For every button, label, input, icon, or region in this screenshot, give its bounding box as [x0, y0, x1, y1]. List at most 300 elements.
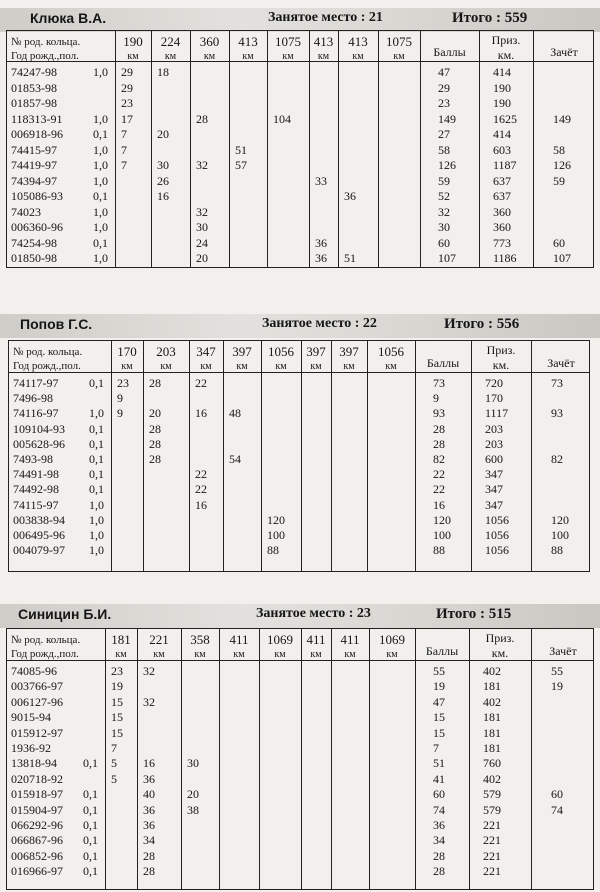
- prize-km-value: 221: [483, 864, 501, 879]
- prize-header: [471, 343, 531, 373]
- table-row: [7, 158, 593, 173]
- distance-value: 411: [306, 632, 326, 647]
- ring-number: 74492-98: [13, 482, 59, 497]
- table-row: [7, 849, 593, 864]
- sex-code: 0,1: [89, 376, 104, 390]
- place-label: Занятое место : 21: [268, 10, 383, 25]
- points-value: 22: [433, 482, 445, 497]
- table-row: [7, 787, 593, 802]
- credit-header: Зачёт: [547, 356, 575, 370]
- ring-number: 74415-97: [11, 142, 57, 157]
- prize-header-line2: км.: [492, 358, 510, 372]
- distance-score: 16: [157, 189, 169, 203]
- distance-value: 224: [160, 34, 181, 49]
- ring-number: 1936-92: [11, 741, 51, 755]
- ring-number: 7493-98: [13, 452, 53, 466]
- credit-value: 149: [553, 111, 571, 126]
- ring-number: 9015-94: [11, 710, 51, 725]
- table-row: [7, 143, 593, 158]
- table-row: [7, 833, 593, 848]
- distance-score: 19: [111, 679, 123, 694]
- credit-value: 74: [551, 802, 563, 817]
- points-value: 100: [433, 528, 451, 542]
- points-value: 32: [438, 204, 450, 219]
- prize-km-value: 600: [485, 452, 503, 466]
- distance-unit: км: [274, 649, 286, 660]
- distance-value: 190: [123, 34, 143, 49]
- points-value: 28: [433, 848, 445, 863]
- distance-score: 20: [157, 127, 169, 141]
- sex-code: 1,0: [93, 204, 108, 219]
- distance-score: 104: [273, 111, 291, 126]
- total-label: Итого : 559: [452, 10, 528, 26]
- prize-km-value: 720: [485, 376, 503, 390]
- distance-score: 23: [117, 376, 129, 390]
- ring-number: 74247-98: [11, 65, 57, 79]
- table-row: [9, 467, 589, 482]
- distance-header: [223, 344, 261, 374]
- distance-score: 15: [111, 694, 123, 709]
- distance-score: 9: [117, 406, 123, 421]
- table-row: [7, 679, 593, 694]
- ring-number: 066292-96: [11, 818, 63, 832]
- distance-header: [229, 34, 267, 64]
- distance-value: 221: [149, 632, 169, 647]
- sex-code: 0,1: [83, 864, 98, 879]
- prize-km-value: 1625: [493, 111, 517, 126]
- distance-value: 347: [196, 344, 216, 359]
- ring-number: 020718-92: [11, 771, 63, 786]
- distance-header: [338, 34, 378, 64]
- distance-score: 20: [187, 787, 199, 802]
- points-value: 36: [433, 818, 445, 832]
- credit-value: 93: [551, 406, 563, 421]
- sex-code: 1,0: [89, 406, 104, 421]
- distance-header: [261, 344, 301, 374]
- prize-km-value: 181: [483, 725, 501, 740]
- distance-score: 28: [196, 111, 208, 126]
- distance-header: [301, 632, 331, 662]
- points-value: 149: [438, 111, 456, 126]
- year-header-label: Год рожд.,пол.: [13, 360, 81, 372]
- distance-score: 9: [117, 391, 123, 406]
- points-value: 27: [438, 127, 450, 141]
- prize-km-value: 221: [483, 818, 501, 832]
- distance-score: 57: [235, 158, 247, 172]
- ring-number: 13818-94: [11, 756, 57, 771]
- distance-score: 29: [121, 80, 133, 95]
- credit-value: 88: [551, 543, 563, 558]
- prize-km-value: 760: [483, 756, 501, 771]
- distance-header: [331, 632, 369, 662]
- distance-score: 29: [121, 65, 133, 79]
- points-value: 29: [438, 80, 450, 95]
- ring-number: 006852-96: [11, 848, 63, 863]
- distance-header: [267, 34, 309, 64]
- credit-header: Зачёт: [549, 644, 577, 658]
- ring-number: 066867-96: [11, 833, 63, 848]
- distance-header: [137, 632, 181, 662]
- ring-header-label: № род. кольца.: [11, 634, 81, 646]
- table-row: [7, 818, 593, 833]
- distance-unit: км: [160, 361, 172, 372]
- distance-value: 413: [348, 34, 368, 49]
- prize-km-value: 1186: [493, 251, 517, 265]
- distance-value: 397: [306, 344, 326, 359]
- credit-value: 73: [551, 376, 563, 390]
- sex-code: 0,1: [83, 787, 98, 802]
- table-row: [9, 482, 589, 497]
- distance-value: 1075: [275, 34, 301, 49]
- distance-score: 22: [195, 482, 207, 497]
- credit-value: 60: [551, 787, 563, 802]
- sex-code: 0,1: [83, 848, 98, 863]
- prize-km-value: 347: [485, 497, 503, 512]
- distance-score: 120: [267, 512, 285, 527]
- prize-km-value: 414: [493, 65, 511, 79]
- distance-unit: км: [310, 361, 322, 372]
- distance-score: 28: [149, 421, 161, 436]
- prize-km-value: 181: [483, 679, 501, 694]
- table-row: [9, 437, 589, 452]
- sex-code: 1,0: [89, 512, 104, 527]
- distance-unit: км: [194, 649, 206, 660]
- ring-header: [13, 345, 82, 373]
- points-value: 51: [433, 756, 445, 771]
- distance-score: 16: [195, 497, 207, 512]
- distance-score: 40: [143, 787, 155, 802]
- table-row: [7, 695, 593, 710]
- distance-score: 22: [195, 376, 207, 390]
- prize-km-value: 347: [485, 467, 503, 482]
- points-value: 93: [433, 406, 445, 421]
- sex-code: 1,0: [93, 220, 108, 234]
- ring-number: 74085-96: [11, 664, 57, 678]
- ring-number: 74116-97: [13, 406, 59, 421]
- credit-value: 60: [553, 235, 565, 250]
- sex-code: 1,0: [89, 543, 104, 558]
- distance-header: [309, 34, 338, 64]
- distance-score: 30: [157, 158, 169, 172]
- ring-number: 74254-98: [11, 235, 57, 250]
- ring-number: 109104-93: [13, 421, 65, 436]
- distance-header: [331, 344, 367, 374]
- ring-number: 006918-96: [11, 127, 63, 141]
- sex-code: 0,1: [89, 452, 104, 466]
- prize-km-value: 1117: [485, 406, 509, 421]
- distance-score: 17: [121, 111, 133, 126]
- results-table: [6, 30, 594, 268]
- distance-header: [151, 34, 190, 64]
- prize-km-value: 579: [483, 787, 501, 802]
- distance-header: [369, 632, 415, 662]
- credit-value: 107: [553, 251, 571, 265]
- table-row: [7, 710, 593, 725]
- sex-code: 0,1: [89, 482, 104, 497]
- points-value: 58: [438, 142, 450, 157]
- points-value: 82: [433, 452, 445, 466]
- ring-number: 118313-91: [11, 111, 63, 126]
- ring-number: 003838-94: [13, 512, 65, 527]
- prize-km-value: 181: [483, 741, 501, 755]
- prize-km-value: 1056: [485, 543, 509, 558]
- points-header: Баллы: [425, 644, 459, 658]
- distance-unit: км: [344, 649, 356, 660]
- sex-code: 0,1: [89, 436, 104, 451]
- distance-score: 36: [143, 802, 155, 817]
- distance-score: 16: [195, 406, 207, 421]
- prize-km-value: 579: [483, 802, 501, 817]
- owner-name: Клюка В.А.: [30, 10, 107, 26]
- ring-number: 74394-97: [11, 173, 57, 188]
- distance-score: 36: [344, 189, 356, 203]
- prize-km-value: 190: [493, 96, 511, 110]
- points-value: 59: [438, 173, 450, 188]
- distance-value: 397: [232, 344, 252, 359]
- distance-value: 411: [229, 632, 249, 647]
- table-row: [7, 251, 593, 266]
- table-row: [7, 81, 593, 96]
- points-value: 73: [433, 376, 445, 390]
- points-value: 23: [438, 96, 450, 110]
- distance-score: 24: [196, 235, 208, 250]
- distance-unit: км: [352, 51, 364, 62]
- points-value: 55: [433, 664, 445, 678]
- points-value: 41: [433, 771, 445, 786]
- ring-number: 01853-98: [11, 80, 57, 95]
- ring-header: [11, 35, 80, 63]
- table-row: [9, 452, 589, 467]
- sex-code: 0,1: [93, 189, 108, 203]
- table-row: [7, 756, 593, 771]
- prize-header: [469, 631, 531, 661]
- distance-unit: км: [282, 51, 294, 62]
- points-value: 74: [433, 802, 445, 817]
- distance-score: 26: [157, 173, 169, 188]
- points-value: 28: [433, 864, 445, 879]
- ring-header-label: № род. кольца.: [13, 346, 83, 358]
- table-row: [9, 391, 589, 406]
- sex-code: 1,0: [93, 111, 108, 126]
- distance-score: 32: [196, 204, 208, 219]
- points-value: 9: [433, 391, 439, 406]
- sex-code: 0,1: [93, 235, 108, 250]
- ring-number: 016966-97: [11, 864, 63, 879]
- distance-header: [181, 632, 219, 662]
- distance-header: [301, 344, 331, 374]
- ring-header: [11, 633, 80, 661]
- table-row: [9, 422, 589, 437]
- distance-unit: км: [386, 649, 398, 660]
- distance-value: 397: [339, 344, 359, 359]
- credit-value: 120: [551, 512, 569, 527]
- distance-value: 181: [111, 632, 131, 647]
- distance-value: 170: [117, 344, 137, 359]
- table-row: [9, 543, 589, 558]
- ring-number: 015918-97: [11, 787, 63, 802]
- distance-score: 28: [143, 848, 155, 863]
- distance-header: [378, 34, 420, 64]
- prize-km-value: 190: [493, 80, 511, 95]
- distance-header: [189, 344, 223, 374]
- distance-score: 15: [111, 710, 123, 725]
- distance-unit: км: [203, 51, 216, 62]
- sex-code: 1,0: [93, 142, 108, 157]
- distance-unit: км: [233, 649, 245, 660]
- distance-value: 1075: [386, 34, 412, 49]
- place-label: Занятое место : 22: [262, 316, 377, 331]
- distance-header: [367, 344, 415, 374]
- sex-code: 1,0: [93, 158, 108, 172]
- points-header: Баллы: [433, 45, 466, 59]
- prize-km-value: 221: [483, 848, 501, 863]
- prize-km-value: 637: [493, 189, 511, 203]
- sex-code: 1,0: [93, 251, 108, 265]
- distance-score: 28: [149, 452, 161, 466]
- points-value: 15: [433, 710, 445, 725]
- table-row: [7, 96, 593, 111]
- prize-km-value: 603: [493, 142, 511, 157]
- distance-header: [259, 632, 301, 662]
- prize-km-value: 414: [493, 127, 511, 141]
- owner-name: Попов Г.С.: [20, 316, 93, 332]
- ring-number: 74117-97: [13, 376, 59, 390]
- distance-unit: км: [127, 51, 139, 62]
- distance-score: 36: [143, 818, 155, 832]
- distance-value: 203: [156, 344, 176, 359]
- distance-score: 7: [121, 127, 127, 141]
- ring-number: 74419-97: [11, 158, 57, 172]
- credit-value: 19: [551, 679, 563, 694]
- table-row: [7, 864, 593, 879]
- distance-unit: км: [317, 51, 330, 62]
- credit-value: 82: [551, 452, 563, 466]
- table-row: [7, 65, 593, 80]
- sex-code: 1,0: [93, 173, 108, 188]
- distance-value: 358: [190, 632, 210, 647]
- sex-code: 1,0: [93, 65, 108, 79]
- prize-km-value: 181: [483, 710, 501, 725]
- sex-code: 0,1: [83, 818, 98, 832]
- place-label: Занятое место : 23: [256, 606, 371, 621]
- points-value: 28: [433, 421, 445, 436]
- prize-km-value: 360: [493, 204, 511, 219]
- distance-score: 16: [143, 756, 155, 771]
- table-row: [9, 528, 589, 543]
- table-row: [7, 174, 593, 189]
- credit-value: 126: [553, 158, 571, 172]
- distance-score: 30: [196, 220, 208, 234]
- sex-code: 0,1: [83, 802, 98, 817]
- distance-unit: км: [236, 361, 248, 372]
- distance-header: [219, 632, 259, 662]
- prize-header-line2: км.: [497, 48, 515, 62]
- distance-header: [105, 632, 137, 662]
- prize-km-value: 402: [483, 771, 501, 786]
- distance-score: 54: [229, 452, 241, 466]
- distance-score: 36: [143, 771, 155, 786]
- points-value: 120: [433, 512, 451, 527]
- table-row: [7, 112, 593, 127]
- distance-score: 32: [143, 694, 155, 709]
- distance-unit: км: [385, 361, 397, 372]
- points-value: 88: [433, 543, 445, 558]
- credit-header: Зачёт: [550, 45, 578, 59]
- prize-header: [479, 33, 533, 63]
- points-value: 107: [438, 251, 456, 265]
- distance-score: 30: [187, 756, 199, 771]
- ring-number: 005628-96: [13, 436, 65, 451]
- distance-score: 51: [344, 251, 356, 265]
- distance-score: 28: [143, 864, 155, 879]
- prize-km-value: 1187: [493, 158, 517, 172]
- distance-score: 7: [121, 142, 127, 157]
- distance-unit: км: [343, 361, 355, 372]
- ring-number: 01850-98: [11, 251, 57, 265]
- distance-score: 34: [143, 833, 155, 848]
- points-value: 7: [433, 741, 439, 755]
- prize-km-value: 203: [485, 436, 503, 451]
- ring-number: 003766-97: [11, 679, 63, 694]
- prize-km-value: 1056: [485, 528, 509, 542]
- points-value: 15: [433, 725, 445, 740]
- distance-value: 1056: [378, 344, 404, 359]
- credit-value: 100: [551, 528, 569, 542]
- points-value: 16: [433, 497, 445, 512]
- ring-number: 74023: [11, 204, 41, 219]
- distance-score: 32: [143, 664, 155, 678]
- table-row: [7, 236, 593, 251]
- ring-number: 74115-97: [13, 497, 59, 512]
- distance-value: 1056: [268, 344, 294, 359]
- distance-header: [143, 344, 189, 374]
- sex-code: 0,1: [89, 421, 104, 436]
- distance-score: 33: [315, 173, 327, 188]
- points-value: 52: [438, 189, 450, 203]
- section-header: [0, 314, 600, 338]
- points-value: 47: [433, 694, 445, 709]
- year-header-label: Год рожд.,пол.: [11, 50, 79, 62]
- distance-score: 23: [111, 664, 123, 678]
- ring-number: 015904-97: [11, 802, 63, 817]
- ring-number: 006495-96: [13, 528, 65, 542]
- prize-km-value: 1056: [485, 512, 509, 527]
- prize-km-value: 637: [493, 173, 511, 188]
- distance-score: 22: [195, 467, 207, 482]
- table-row: [7, 803, 593, 818]
- prize-km-value: 360: [493, 220, 511, 234]
- distance-value: 1069: [267, 632, 293, 647]
- distance-score: 100: [267, 528, 285, 542]
- prize-header-line1: Приз.: [486, 343, 516, 357]
- ring-number: 74491-98: [13, 467, 59, 482]
- points-value: 126: [438, 158, 456, 172]
- distance-score: 20: [196, 251, 208, 265]
- distance-score: 18: [157, 65, 169, 79]
- ring-number: 006360-96: [11, 220, 63, 234]
- sex-code: 0,1: [83, 756, 98, 771]
- distance-score: 36: [315, 251, 327, 265]
- distance-score: 48: [229, 406, 241, 421]
- table-row: [7, 772, 593, 787]
- distance-score: 28: [149, 376, 161, 390]
- distance-score: 5: [111, 756, 117, 771]
- distance-score: 51: [235, 142, 247, 157]
- points-value: 19: [433, 679, 445, 694]
- total-label: Итого : 556: [444, 316, 520, 332]
- prize-km-value: 347: [485, 482, 503, 497]
- distance-unit: км: [393, 51, 405, 62]
